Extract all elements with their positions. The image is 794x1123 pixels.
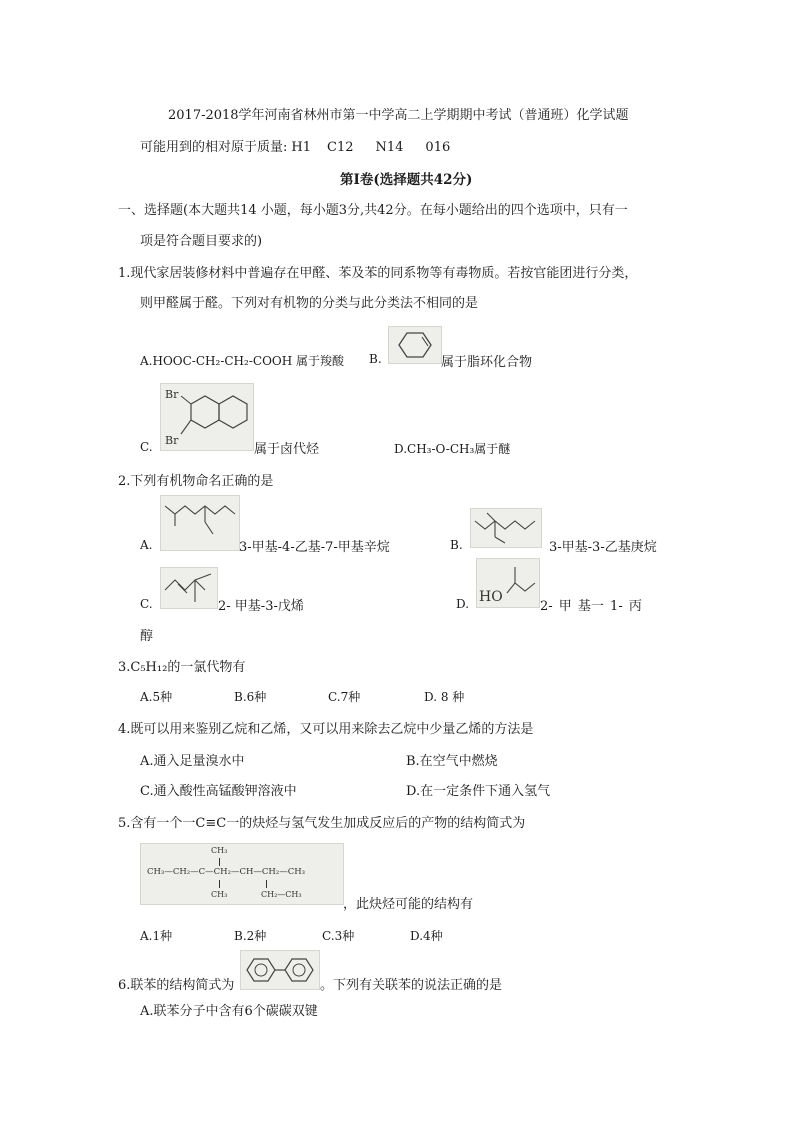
mass-c: C12 (327, 140, 354, 155)
page-title: 2017-2018学年河南省林州市第一中学高二上学期期中考试（普通班）化学试题 (168, 108, 629, 123)
relative-mass-line (140, 136, 466, 155)
q5-structural-formula-image (140, 843, 344, 905)
q2-stem: 2.下列有机物命名正确的是 (118, 474, 274, 489)
q1-stem-line1: 1.现代家居装修材料中普遍存在甲醛、苯及苯的同系物等有毒物质。若按官能团进行分类， (118, 266, 638, 281)
dibromonaphthalene-structure-image (160, 383, 254, 451)
q1-option-c-label: C. (140, 440, 153, 454)
q2-option-b-text: 3-甲基-3-乙基庚烷 (549, 540, 657, 555)
q1-option-b-text: 属于脂环化合物 (441, 355, 533, 370)
q2-option-b-structure-image (470, 508, 542, 548)
section-heading: 第Ⅰ卷(选择题共42分) (340, 172, 473, 188)
q3-option-c: C.7种 (328, 690, 361, 704)
q2-option-d-label: D. (456, 597, 470, 611)
biphenyl-structure-image (240, 950, 320, 990)
mass-label: 可能用到的相对原于质量: (140, 140, 288, 155)
q3-option-b: B.6种 (234, 690, 267, 704)
formula-bottom-ethyl: CH₂—CH₃ (261, 890, 302, 899)
q2-option-d-structure-image (476, 558, 540, 608)
q2-option-d-text: 2- 甲 基一 1- 丙 (540, 599, 642, 614)
mass-h: H1 (291, 140, 311, 155)
formula-bond-top (219, 858, 220, 866)
q6-stem-post: 。下列有关联苯的说法正确的是 (320, 978, 503, 993)
q6-stem-pre: 6.联苯的结构简式为 (118, 978, 235, 993)
q4-option-b: B.在空气中燃烧 (406, 754, 498, 769)
q1-stem-line2: 则甲醛属于醛。下列对有机物的分类与此分类法不相同的是 (140, 296, 479, 311)
formula-bottom-methyl: CH₃ (211, 890, 228, 899)
formula-bond-bottom2 (266, 880, 267, 888)
q1-option-a: A.HOOC-CH₂-CH₂-COOH 属于羧酸 (140, 354, 345, 368)
q2-option-b-label: B. (450, 538, 463, 552)
q6-option-a: A.联苯分子中含有6个碳碳双键 (140, 1004, 318, 1019)
bromine-label-2: Br (165, 434, 179, 447)
q5-option-a: A.1种 (140, 929, 173, 943)
q2-option-a-label: A. (140, 538, 153, 552)
q2-option-a-text: 3-甲基-4-乙基-7-甲基辛烷 (239, 540, 390, 555)
q5-option-d: D.4种 (410, 929, 443, 943)
q1-option-d: D.CH₃-O-CH₃属于醚 (394, 442, 511, 456)
q5-option-b: B.2种 (234, 929, 267, 943)
formula-main-chain: CH₃—CH₂—C—CH₂—CH—CH₂—CH₃ (147, 867, 306, 877)
q4-option-d: D.在一定条件下通入氢气 (406, 784, 551, 799)
formula-bond-bottom1 (219, 880, 220, 888)
q5-stem: 5.含有一个一C≡C一的炔烃与氢气发生加成反应后的产物的结构简式为 (118, 816, 526, 831)
q1-option-c-text: 属于卤代烃 (254, 442, 320, 457)
q2-option-c-text: 2- 甲基-3-戊烯 (218, 599, 304, 614)
bromine-label-1: Br (165, 388, 179, 401)
q3-option-d: D. 8 种 (424, 690, 465, 704)
q4-option-c: C.通入酸性高锰酸钾溶液中 (140, 784, 297, 799)
q2-option-c-structure-image (160, 567, 218, 609)
mass-n: N14 (375, 140, 404, 155)
q4-option-a: A.通入足量溴水中 (140, 754, 245, 769)
formula-top-methyl: CH₃ (211, 846, 228, 855)
q5-stem-continuation: ，此炔烃可能的结构有 (343, 897, 474, 912)
mass-o: 016 (425, 140, 451, 155)
cyclohexene-structure-image (388, 326, 442, 364)
section-intro-line1: 一、选择题(本大题共14 小题，每小题3分,共42分。在每小题给出的四个选项中，只有一 (118, 203, 628, 218)
q2-option-a-structure-image (160, 495, 240, 551)
q3-option-a: A.5种 (140, 690, 173, 704)
q2-option-d-continuation: 醇 (140, 629, 154, 644)
q2-option-c-label: C. (140, 597, 153, 611)
q3-stem: 3.C₅H₁₂的一氯代物有 (118, 660, 246, 675)
hydroxyl-label: HO (479, 589, 503, 605)
q4-stem: 4.既可以用来鉴别乙烷和乙烯，又可以用来除去乙烷中少量乙烯的方法是 (118, 722, 534, 737)
q5-option-c: C.3种 (322, 929, 355, 943)
q1-option-b-label: B. (369, 352, 382, 366)
section-intro-line2: 项是符合题目要求的) (140, 234, 263, 249)
